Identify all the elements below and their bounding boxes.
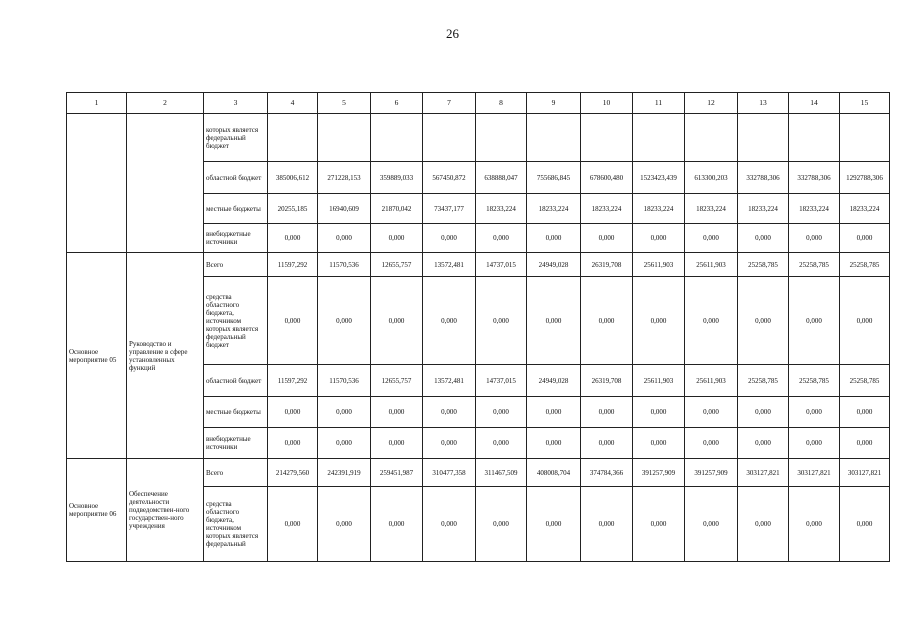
- value-cell: 0,000: [371, 487, 423, 562]
- funding-source-cell: внебюджетные источники: [204, 428, 268, 459]
- event-cell: [67, 114, 127, 253]
- value-cell: 26319,708: [581, 365, 633, 397]
- value-cell: 214279,560: [268, 459, 318, 487]
- value-cell: 0,000: [840, 224, 890, 253]
- funding-source-cell: которых является федеральный бюджет: [204, 114, 268, 162]
- header-cell: 2: [127, 93, 204, 114]
- value-cell: 16940,609: [318, 194, 371, 224]
- value-cell: [840, 114, 890, 162]
- funding-source-cell: местные бюджеты: [204, 194, 268, 224]
- value-cell: [581, 114, 633, 162]
- value-cell: 0,000: [527, 224, 581, 253]
- value-cell: 567450,872: [423, 162, 476, 194]
- value-cell: 0,000: [840, 428, 890, 459]
- value-cell: 638888,047: [476, 162, 527, 194]
- value-cell: 25258,785: [789, 253, 840, 277]
- value-cell: 0,000: [840, 277, 890, 365]
- header-cell: 7: [423, 93, 476, 114]
- value-cell: 0,000: [527, 428, 581, 459]
- page-number: 26: [446, 26, 459, 41]
- value-cell: 18233,224: [840, 194, 890, 224]
- value-cell: 12655,757: [371, 365, 423, 397]
- value-cell: 391257,909: [685, 459, 738, 487]
- value-cell: 0,000: [685, 277, 738, 365]
- header-cell: 12: [685, 93, 738, 114]
- funding-source-cell: внебюджетные источники: [204, 224, 268, 253]
- value-cell: 0,000: [268, 428, 318, 459]
- value-cell: 0,000: [527, 277, 581, 365]
- value-cell: 0,000: [840, 397, 890, 428]
- value-cell: 0,000: [476, 397, 527, 428]
- value-cell: 0,000: [476, 428, 527, 459]
- value-cell: 0,000: [581, 277, 633, 365]
- value-cell: 0,000: [318, 428, 371, 459]
- value-cell: 310477,358: [423, 459, 476, 487]
- value-cell: 11570,536: [318, 365, 371, 397]
- funding-source-cell: Всего: [204, 253, 268, 277]
- value-cell: 0,000: [318, 277, 371, 365]
- value-cell: 0,000: [738, 277, 789, 365]
- header-cell: 14: [789, 93, 840, 114]
- value-cell: 18233,224: [581, 194, 633, 224]
- value-cell: 25258,785: [789, 365, 840, 397]
- value-cell: 303127,821: [738, 459, 789, 487]
- value-cell: 25611,903: [685, 253, 738, 277]
- value-cell: 12655,757: [371, 253, 423, 277]
- header-cell: 15: [840, 93, 890, 114]
- value-cell: 0,000: [371, 428, 423, 459]
- value-cell: 332788,306: [738, 162, 789, 194]
- value-cell: 0,000: [685, 428, 738, 459]
- description-cell: Обеспечение деятельности подведомствен-ного государствен-ного учреждения: [127, 459, 204, 562]
- value-cell: [738, 114, 789, 162]
- value-cell: 0,000: [789, 224, 840, 253]
- value-cell: 0,000: [633, 487, 685, 562]
- header-cell: 5: [318, 93, 371, 114]
- value-cell: 0,000: [633, 397, 685, 428]
- funding-source-cell: областной бюджет: [204, 162, 268, 194]
- value-cell: 1523423,439: [633, 162, 685, 194]
- value-cell: 0,000: [423, 487, 476, 562]
- value-cell: 25611,903: [633, 365, 685, 397]
- header-cell: 13: [738, 93, 789, 114]
- value-cell: 303127,821: [840, 459, 890, 487]
- event-cell: Основное мероприятие 05: [67, 253, 127, 459]
- value-cell: 20255,185: [268, 194, 318, 224]
- header-cell: 6: [371, 93, 423, 114]
- value-cell: 0,000: [581, 397, 633, 428]
- value-cell: 25611,903: [685, 365, 738, 397]
- value-cell: 0,000: [840, 487, 890, 562]
- value-cell: 0,000: [371, 397, 423, 428]
- value-cell: 18233,224: [527, 194, 581, 224]
- value-cell: [476, 114, 527, 162]
- value-cell: 18233,224: [685, 194, 738, 224]
- value-cell: 678600,480: [581, 162, 633, 194]
- header-cell: 1: [67, 93, 127, 114]
- value-cell: 0,000: [738, 487, 789, 562]
- value-cell: 11597,292: [268, 365, 318, 397]
- funding-source-cell: средства областного бюджета, источником которых является федеральный: [204, 487, 268, 562]
- value-cell: 0,000: [476, 487, 527, 562]
- value-cell: 1292788,306: [840, 162, 890, 194]
- value-cell: 259451,987: [371, 459, 423, 487]
- value-cell: [371, 114, 423, 162]
- value-cell: 0,000: [581, 224, 633, 253]
- value-cell: 18233,224: [789, 194, 840, 224]
- value-cell: 0,000: [633, 428, 685, 459]
- value-cell: 0,000: [789, 428, 840, 459]
- value-cell: 11570,536: [318, 253, 371, 277]
- header-cell: 11: [633, 93, 685, 114]
- value-cell: 14737,015: [476, 365, 527, 397]
- table-row: [67, 114, 890, 162]
- funding-source-cell: Всего: [204, 459, 268, 487]
- value-cell: 0,000: [581, 487, 633, 562]
- value-cell: 21870,042: [371, 194, 423, 224]
- value-cell: 0,000: [371, 224, 423, 253]
- value-cell: 18233,224: [738, 194, 789, 224]
- header-cell: 9: [527, 93, 581, 114]
- value-cell: 0,000: [581, 428, 633, 459]
- value-cell: 0,000: [789, 277, 840, 365]
- value-cell: [268, 114, 318, 162]
- value-cell: 18233,224: [633, 194, 685, 224]
- budget-table: [66, 92, 890, 562]
- funding-source-cell: областной бюджет: [204, 365, 268, 397]
- value-cell: 0,000: [738, 428, 789, 459]
- value-cell: 408008,704: [527, 459, 581, 487]
- value-cell: 0,000: [789, 487, 840, 562]
- value-cell: 0,000: [738, 224, 789, 253]
- value-cell: 0,000: [789, 397, 840, 428]
- value-cell: 0,000: [318, 487, 371, 562]
- value-cell: 0,000: [268, 397, 318, 428]
- value-cell: 25611,903: [633, 253, 685, 277]
- value-cell: 303127,821: [789, 459, 840, 487]
- header-row: [67, 93, 890, 114]
- value-cell: 0,000: [318, 224, 371, 253]
- value-cell: 0,000: [685, 224, 738, 253]
- value-cell: 0,000: [423, 397, 476, 428]
- value-cell: 26319,708: [581, 253, 633, 277]
- value-cell: 0,000: [476, 277, 527, 365]
- value-cell: 0,000: [738, 397, 789, 428]
- table-row: [67, 459, 890, 487]
- value-cell: 385006,612: [268, 162, 318, 194]
- table-body: [67, 93, 890, 562]
- value-cell: 73437,177: [423, 194, 476, 224]
- value-cell: 0,000: [268, 277, 318, 365]
- description-cell: [127, 114, 204, 253]
- value-cell: [423, 114, 476, 162]
- value-cell: [685, 114, 738, 162]
- value-cell: 0,000: [268, 487, 318, 562]
- value-cell: [318, 114, 371, 162]
- value-cell: 242391,919: [318, 459, 371, 487]
- value-cell: [527, 114, 581, 162]
- header-cell: 3: [204, 93, 268, 114]
- value-cell: 18233,224: [476, 194, 527, 224]
- value-cell: 14737,015: [476, 253, 527, 277]
- value-cell: 0,000: [527, 397, 581, 428]
- header-cell: 8: [476, 93, 527, 114]
- value-cell: 0,000: [318, 397, 371, 428]
- value-cell: 271228,153: [318, 162, 371, 194]
- funding-source-cell: местные бюджеты: [204, 397, 268, 428]
- value-cell: 24949,028: [527, 253, 581, 277]
- value-cell: 0,000: [423, 224, 476, 253]
- value-cell: 0,000: [268, 224, 318, 253]
- description-cell: Руководство и управление в сфере установленных функций: [127, 253, 204, 459]
- value-cell: 332788,306: [789, 162, 840, 194]
- value-cell: 0,000: [685, 397, 738, 428]
- value-cell: 0,000: [423, 277, 476, 365]
- event-cell: Основное мероприятие 06: [67, 459, 127, 562]
- value-cell: 25258,785: [840, 365, 890, 397]
- value-cell: 0,000: [527, 487, 581, 562]
- value-cell: 24949,028: [527, 365, 581, 397]
- value-cell: 25258,785: [840, 253, 890, 277]
- header-cell: 10: [581, 93, 633, 114]
- value-cell: 755686,845: [527, 162, 581, 194]
- value-cell: 0,000: [633, 224, 685, 253]
- header-cell: 4: [268, 93, 318, 114]
- value-cell: 0,000: [371, 277, 423, 365]
- value-cell: 311467,509: [476, 459, 527, 487]
- value-cell: 25258,785: [738, 253, 789, 277]
- value-cell: 0,000: [633, 277, 685, 365]
- value-cell: 0,000: [685, 487, 738, 562]
- value-cell: 374784,366: [581, 459, 633, 487]
- value-cell: [633, 114, 685, 162]
- value-cell: 359889,033: [371, 162, 423, 194]
- value-cell: 391257,909: [633, 459, 685, 487]
- value-cell: 11597,292: [268, 253, 318, 277]
- value-cell: 25258,785: [738, 365, 789, 397]
- value-cell: 13572,481: [423, 365, 476, 397]
- value-cell: 0,000: [476, 224, 527, 253]
- funding-source-cell: средства областного бюджета, источником которых является федеральный бюджет: [204, 277, 268, 365]
- value-cell: 0,000: [423, 428, 476, 459]
- value-cell: 613300,203: [685, 162, 738, 194]
- value-cell: 13572,481: [423, 253, 476, 277]
- table-row: [67, 253, 890, 277]
- value-cell: [789, 114, 840, 162]
